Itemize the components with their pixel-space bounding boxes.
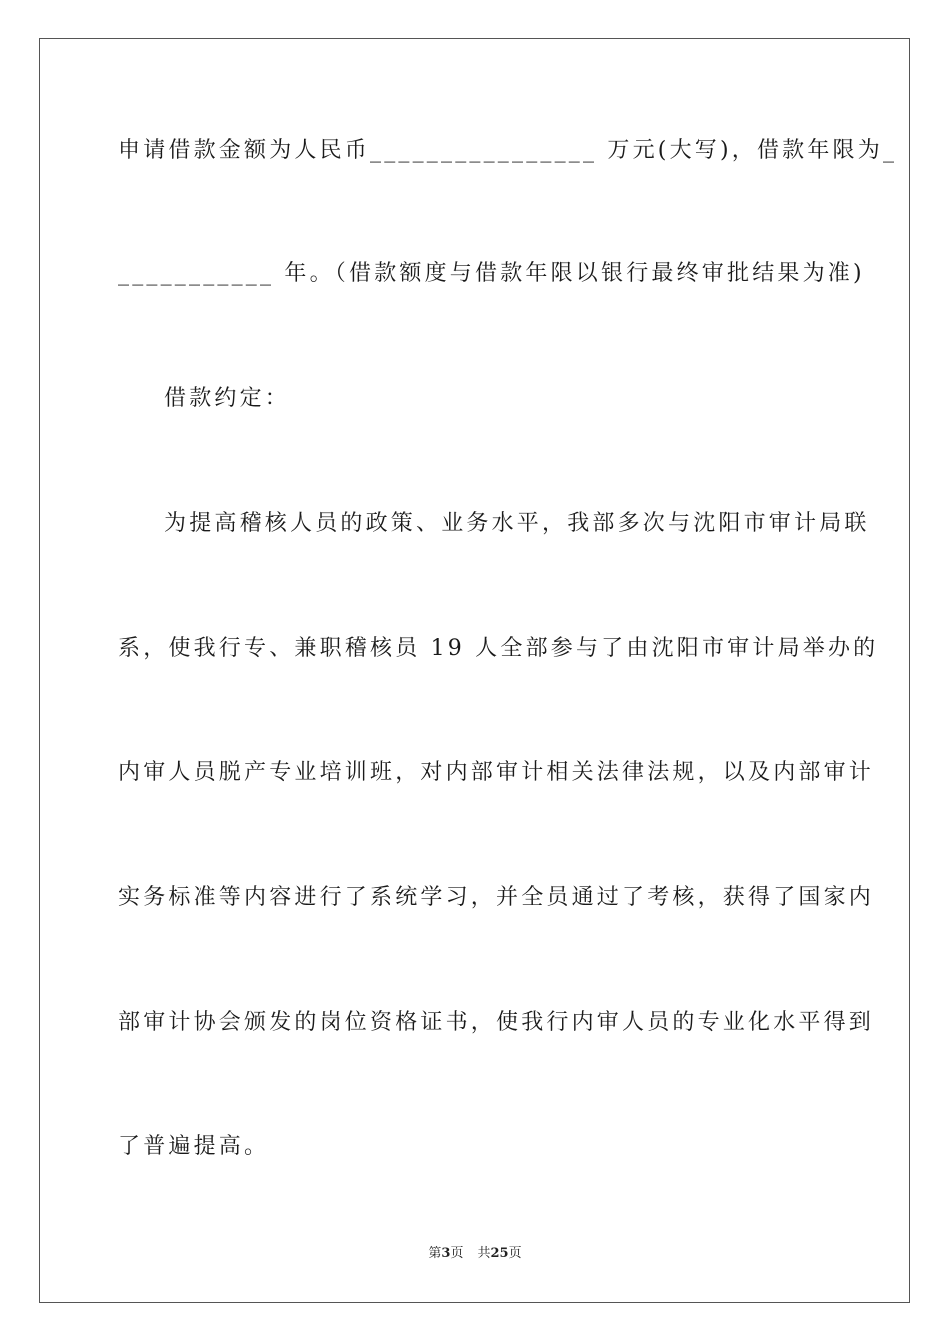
text-line-2: ___________ 年。（借款额度与借款年限以银行最终审批结果为准) xyxy=(118,261,865,286)
page-suffix: 页 xyxy=(450,1246,464,1261)
page-prefix: 第 xyxy=(428,1246,442,1261)
page-border xyxy=(39,38,910,1303)
total-prefix: 共 xyxy=(477,1246,491,1261)
paragraph-line-6: 了普遍提高。 xyxy=(118,1134,270,1159)
total-suffix: 页 xyxy=(508,1246,522,1261)
paragraph-line-5: 部审计协会颁发的岗位资格证书，使我行内审人员的专业化水平得到 xyxy=(118,1010,875,1035)
section-heading: 借款约定： xyxy=(164,386,291,411)
paragraph-line-1: 为提高稽核人员的政策、业务水平，我部多次与沈阳市审计局联 xyxy=(164,511,870,536)
paragraph-line-4: 实务标准等内容进行了系统学习，并全员通过了考核，获得了国家内 xyxy=(118,885,875,910)
text-line-1: 申请借款金额为人民币________________ 万元(大写)，借款年限为_ xyxy=(118,138,898,163)
paragraph-line-2: 系，使我行专、兼职稽核员 19 人全部参与了由沈阳市审计局举办的 xyxy=(118,636,879,661)
page-footer xyxy=(0,1246,950,1262)
page-number: 3 xyxy=(441,1246,451,1261)
total-pages: 25 xyxy=(490,1246,509,1261)
paragraph-line-3: 内审人员脱产专业培训班，对内部审计相关法律法规，以及内部审计 xyxy=(118,760,875,785)
